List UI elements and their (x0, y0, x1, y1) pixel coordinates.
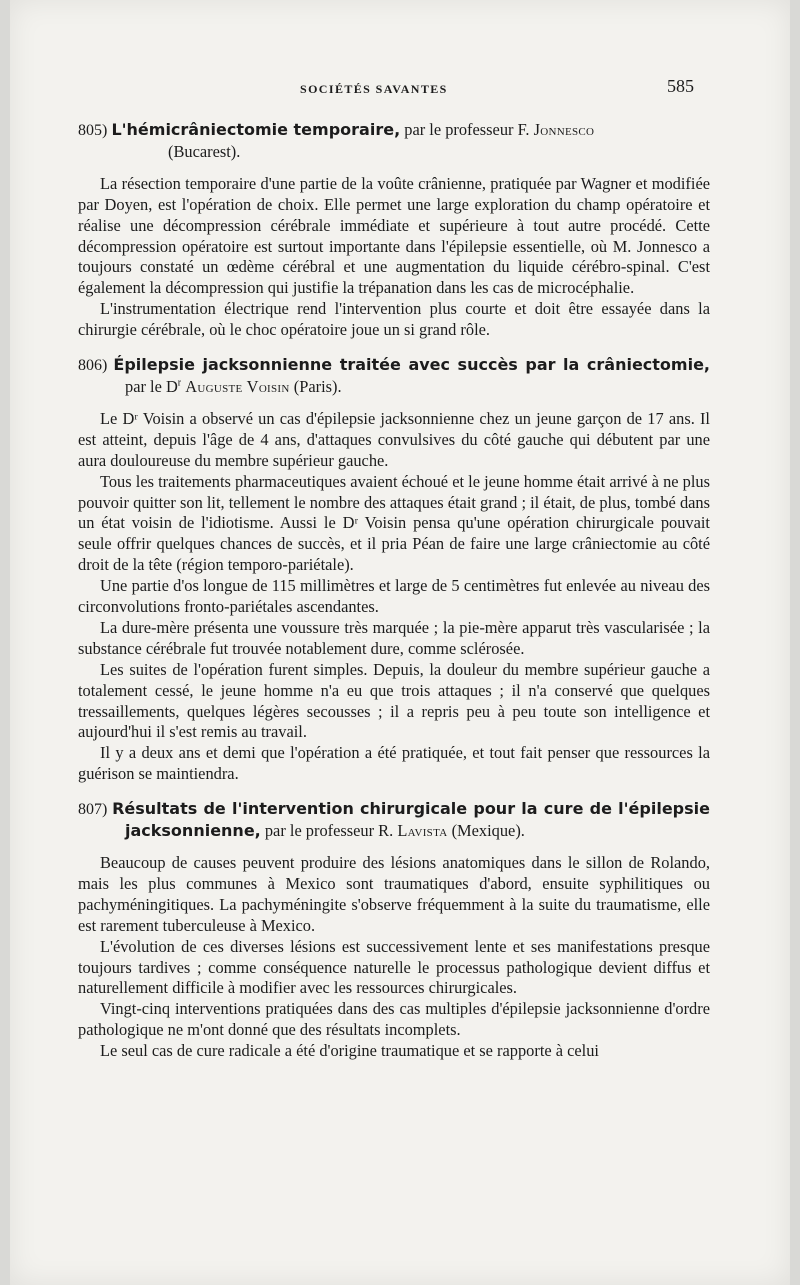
paragraph: Une partie d'os longue de 115 millimètres et large de 5 centimètres fut enlevée au niveau des circonvolutions fronto-pariétales ascendantes. (78, 576, 710, 617)
article-byline: par le professeur R. (264, 821, 394, 841)
doctor-abbrev-sup: r (177, 377, 182, 389)
book-page (10, 0, 790, 1285)
article-affiliation: (Paris). (293, 376, 342, 396)
article-author: Jonnesco (533, 120, 595, 139)
paragraph: Tous les traitements pharmaceutiques avaient échoué et le jeune homme était arrivé à ne plus pouvoir quitter son lit, tellement le nombre des attaques était grand ; il était, de plus, tombé dans un état voisin de l'idiotisme. Aussi le Dʳ Voisin pensa qu'une opération chirurgicale pouvait seule offrir quelques chances de succès, et il pria Péan de faire une large crâniectomie au côté droit de la tête (région temporo-pariétale). (78, 471, 710, 575)
article-805 (78, 120, 710, 341)
article-title: Résultats de l'intervention chirurgicale pour la cure de l'épilepsie jacksonnienne, (112, 799, 710, 841)
page-content (78, 120, 710, 1062)
running-title: SOCIÉTÉS SAVANTES (300, 82, 448, 96)
article-number: 806) (78, 357, 108, 375)
paragraph: La résection temporaire d'une partie de la voûte crânienne, pratiquée par Wagner et modifiée par Doyen, est l'opération de choix. Elle permet une large exploration du champ opératoire et réalise une décompression cérébrale immédiate et supérieure à tout autre procédé. Cette décompression opératoire est surtout importante dans l'épilepsie essentielle, où M. Jonnesco a toujours constaté un œdème cérébral et une augmentation du liquide cérébro-spinal. C'est également la décompression qui justifie la trépanation dans les cas de microcéphalie. (78, 173, 710, 298)
article-title: L'hémicrâniectomie temporaire, (111, 120, 401, 139)
article-affiliation: (Bucarest). (168, 141, 241, 161)
paragraph: Beaucoup de causes peuvent produire des lésions anatomiques dans le sillon de Rolando, mais les plus communes à Mexico sont traumatiques d'abord, ensuite syphilitiques ou pachyméningitiques. La pachyméningite s'observe fréquemment à la suite du traumatisme, elle est rarement tuberculeuse à Mexico. (78, 853, 710, 935)
article-806 (78, 355, 710, 785)
article-heading (78, 799, 710, 842)
article-affiliation: (Mexique). (451, 821, 525, 841)
article-byline: par le professeur F. (404, 120, 530, 139)
article-title: Épilepsie jacksonnienne traitée avec succès par la crâniectomie, (113, 355, 711, 375)
paragraph: L'instrumentation électrique rend l'intervention plus courte et doit être essayée dans la chirurgie cérébrale, où le choc opératoire joue un si grand rôle. (78, 299, 710, 340)
running-header (10, 76, 790, 100)
article-807 (78, 799, 710, 1062)
paragraph: La dure-mère présenta une voussure très marquée ; la pie-mère apparut très vascularisée ; la substance cérébrale fut trouvée notablement dure, comme sclérosée. (78, 617, 710, 658)
article-number: 807) (78, 801, 108, 819)
paragraph: Les suites de l'opération furent simples. Depuis, la douleur du membre supérieur gauche a totalement cessé, le jeune homme n'a eu que trois attaques ; il n'a conservé que quelques tressaillements, quelques légères secousses ; il a repris peu à peu toute son intelligence et aujourd'hui il s'est remis au travail. (78, 659, 710, 742)
article-heading (78, 355, 710, 398)
paragraph: Le Dʳ Voisin a observé un cas d'épilepsie jacksonnienne chez un jeune garçon de 17 ans. Il est atteint, depuis l'âge de 4 ans, d'attaques convulsives du côté gauche qui débutent par une aura douloureuse du membre supérieur gauche. (78, 408, 710, 470)
article-heading (78, 120, 710, 163)
paragraph: L'évolution de ces diverses lésions est successivement lente et ses manifestations presque toujours tardives ; comme conséquence naturelle le processus pathologique devient diffus et naturellement difficile à modifier avec les ressources chirurgicales. (78, 936, 710, 998)
article-author: Auguste Voisin (185, 376, 290, 396)
article-number: 805) (78, 122, 108, 139)
article-author: Lavista (397, 821, 448, 841)
paragraph: Il y a deux ans et demi que l'opération a été pratiquée, et tout fait penser que ressources la guérison se maintiendra. (78, 743, 710, 784)
article-byline: par le D (125, 376, 178, 396)
paragraph: Le seul cas de cure radicale a été d'origine traumatique et se rapporte à celui (100, 1041, 599, 1061)
paragraph: Vingt-cinq interventions pratiquées dans des cas multiples d'épilepsie jacksonnienne d'ordre pathologique ne m'ont donné que des résultats incomplets. (78, 999, 710, 1040)
page-number: 585 (667, 76, 694, 96)
